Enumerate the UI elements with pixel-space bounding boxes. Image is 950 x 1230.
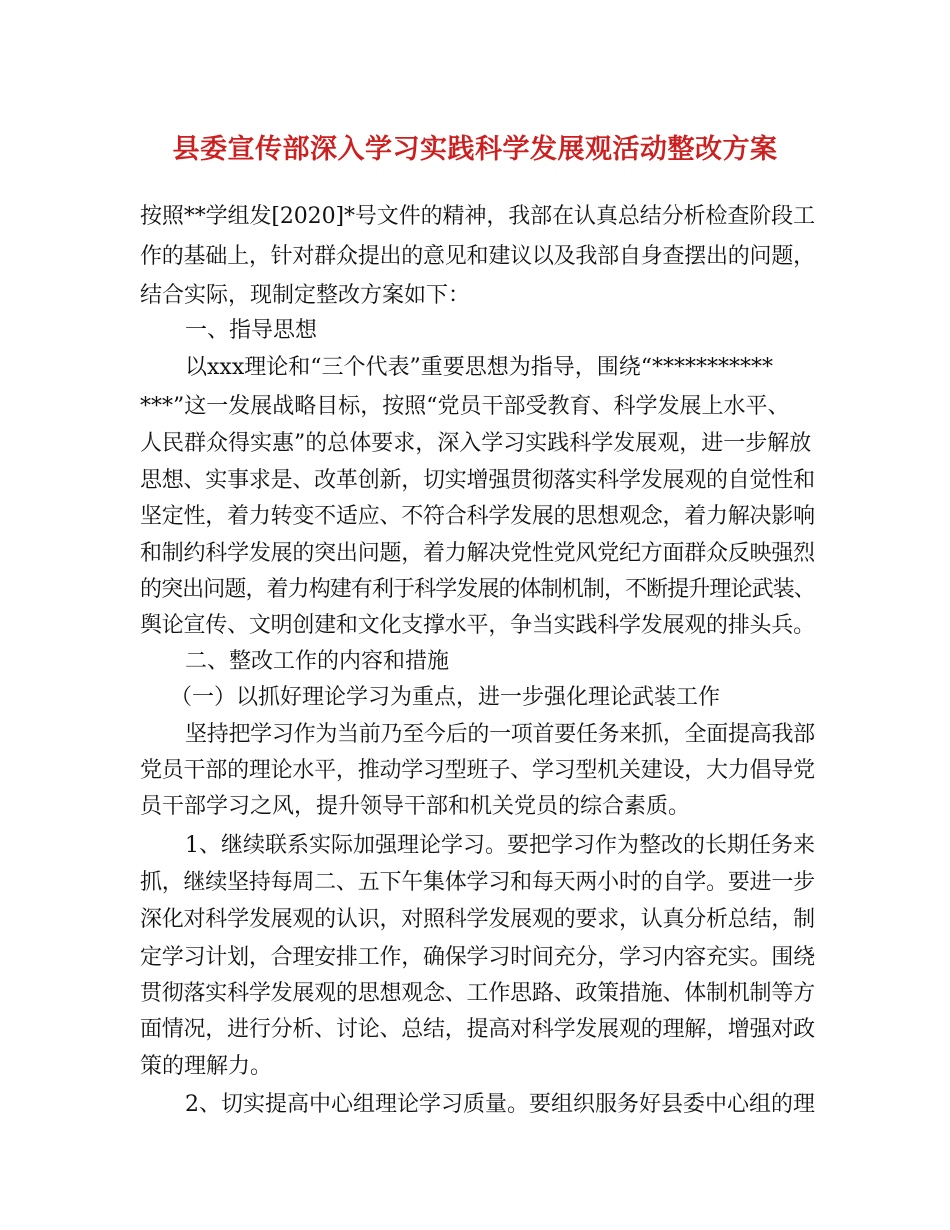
body-line: 党员干部的理论水平，推动学习型班子、学习型机关建设，大力倡导党 (140, 758, 815, 783)
body-line: 抓，继续坚持每周二、五下午集体学习和每天两小时的自学。要进一步 (140, 870, 815, 895)
body-line: 1、继续联系实际加强理论学习。要把学习作为整改的长期任务来 (185, 833, 815, 858)
body-line: 舆论宣传、文明创建和文化支撑水平，争当实践科学发展观的排头兵。 (140, 613, 815, 638)
body-line: 坚持把学习作为当前乃至今后的一项首要任务来抓，全面提高我部 (185, 722, 815, 747)
body-line: 贯彻落实科学发展观的思想观念、工作思路、政策措施、体制机制等方 (140, 981, 815, 1006)
body-line: 坚定性，着力转变不适应、不符合科学发展的思想观念，着力解决影响 (140, 504, 815, 529)
body-line: ***”这一发展战略目标，按照“党员干部受教育、科学发展上水平、 (140, 394, 790, 419)
body-line: 策的理解力。 (140, 1054, 273, 1079)
body-line: 思想、实事求是、改革创新，切实增强贯彻落实科学发展观的自觉性和 (140, 468, 815, 493)
body-line: 员干部学习之风，提升领导干部和机关党员的综合素质。 (140, 794, 691, 819)
body-line: 以xxx理论和“三个代表”重要思想为指导，围绕“*********** (185, 355, 773, 380)
body-line: 按照**学组发[2020]*号文件的精神，我部在认真总结分析检查阶段工 (140, 204, 816, 229)
body-line: 人民群众得实惠”的总体要求，深入学习实践科学发展观，进一步解放 (140, 431, 812, 456)
body-line: 和制约科学发展的突出问题，着力解决党性党风党纪方面群众反映强烈 (140, 541, 815, 566)
body-line: 作的基础上，针对群众提出的意见和建议以及我部自身查摆出的问题， (140, 244, 815, 269)
section-heading: 二、整改工作的内容和措施 (185, 649, 450, 674)
body-line: 深化对科学发展观的认识，对照科学发展观的要求，认真分析总结，制 (140, 907, 815, 932)
body-line: 定学习计划，合理安排工作，确保学习时间充分，学习内容充实。围绕 (140, 945, 815, 970)
body-line: 面情况，进行分析、讨论、总结，提高对科学发展观的理解，增强对政 (140, 1017, 815, 1042)
subsection-heading: （一）以抓好理论学习为重点，进一步强化理论武装工作 (170, 685, 721, 710)
body-line: 2、切实提高中心组理论学习质量。要组织服务好县委中心组的理 (185, 1092, 815, 1117)
section-heading: 一、指导思想 (185, 318, 318, 343)
body-line: 结合实际，现制定整改方案如下： (140, 283, 471, 308)
document-title: 县委宣传部深入学习实践科学发展观活动整改方案 (172, 134, 778, 165)
body-line: 的突出问题，着力构建有利于科学发展的体制机制，不断提升理论武装、 (140, 577, 815, 602)
